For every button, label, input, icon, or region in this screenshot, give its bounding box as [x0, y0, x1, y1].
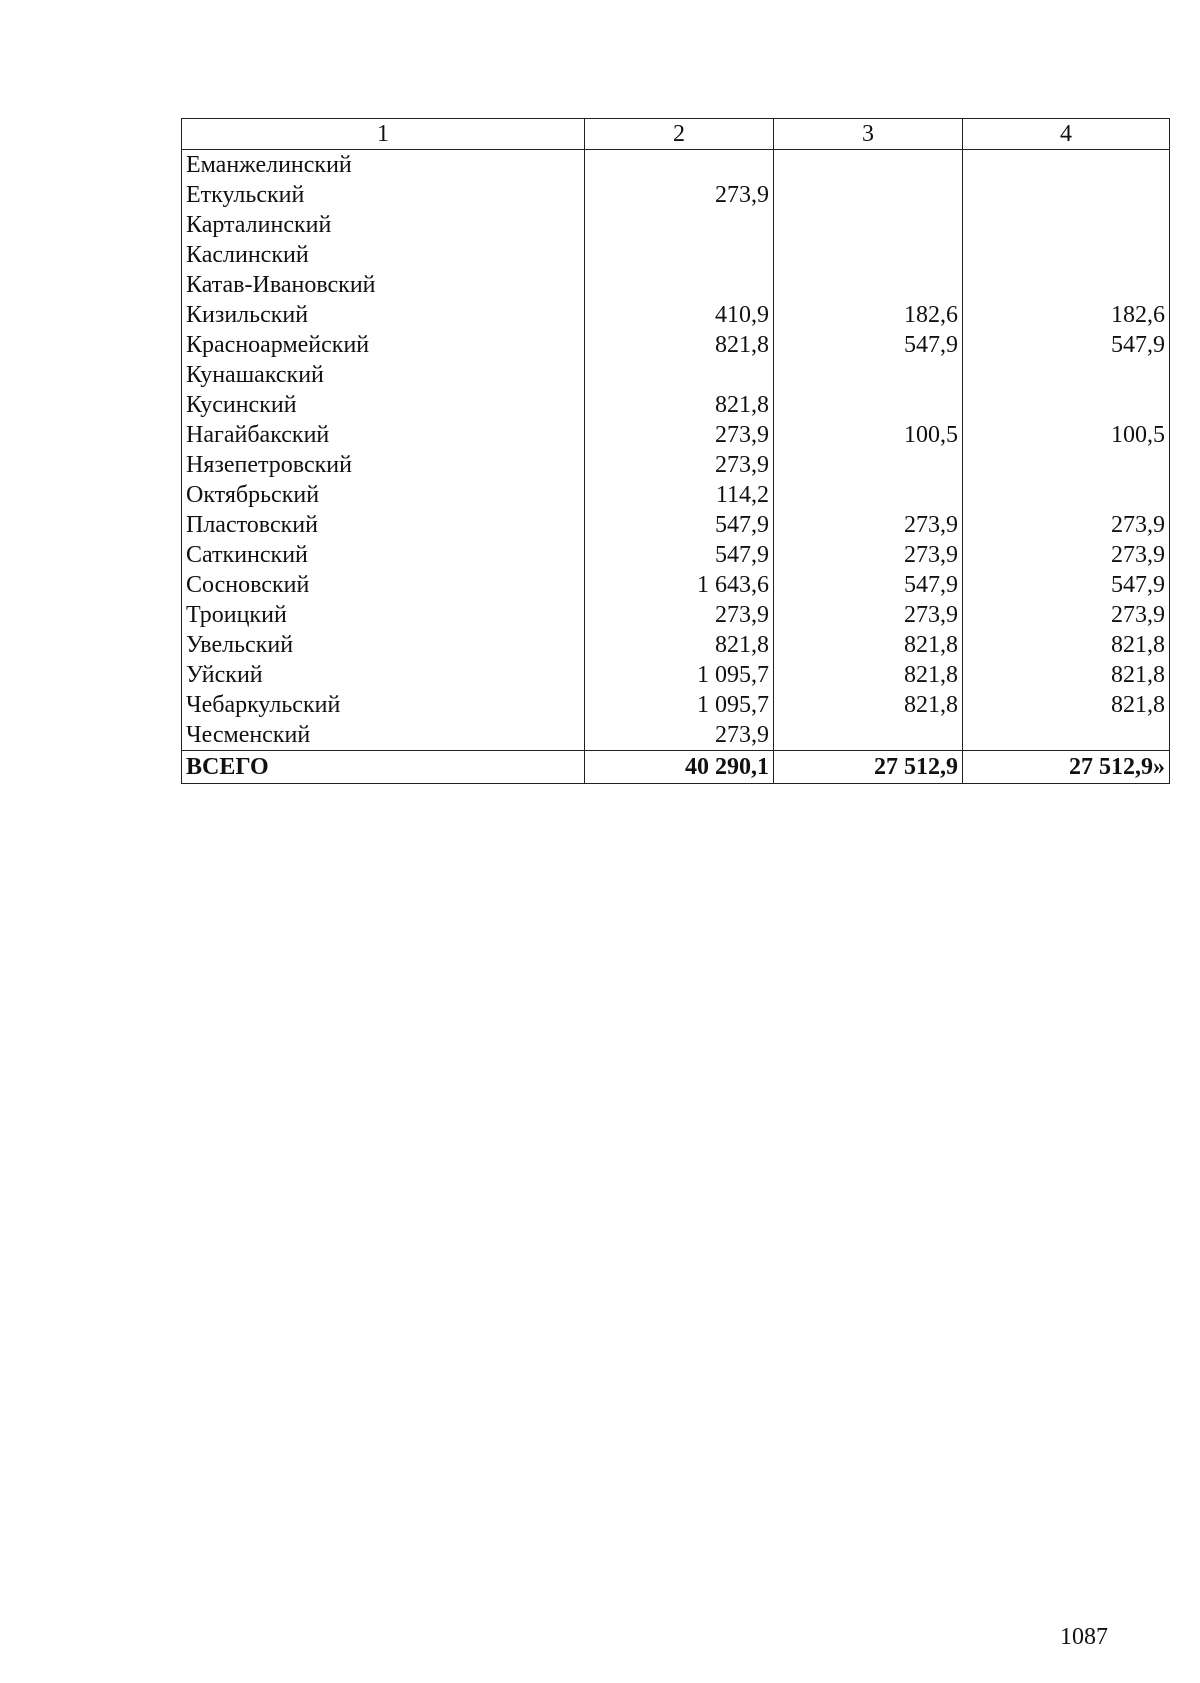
header-cell-4: 4	[963, 119, 1170, 150]
value-cell-2	[585, 240, 774, 270]
value-cell-2: 273,9	[585, 420, 774, 450]
header-cell-2: 2	[585, 119, 774, 150]
region-name-cell: Еткульский	[182, 180, 585, 210]
value-cell-2	[585, 210, 774, 240]
table-row	[182, 630, 1170, 660]
value-cell-2	[585, 150, 774, 181]
value-cell-4	[963, 720, 1170, 751]
data-table	[181, 118, 1170, 784]
table-row	[182, 360, 1170, 390]
value-cell-2: 821,8	[585, 390, 774, 420]
value-cell-4	[963, 180, 1170, 210]
region-name-cell: Еманжелинский	[182, 150, 585, 181]
value-cell-4	[963, 390, 1170, 420]
table-row	[182, 450, 1170, 480]
table-row	[182, 150, 1170, 181]
value-cell-3	[774, 390, 963, 420]
value-cell-3: 821,8	[774, 690, 963, 720]
value-cell-3	[774, 480, 963, 510]
value-cell-4	[963, 450, 1170, 480]
value-cell-3: 100,5	[774, 420, 963, 450]
value-cell-2: 1 095,7	[585, 690, 774, 720]
region-name-cell: Кунашакский	[182, 360, 585, 390]
region-name-cell: Кизильский	[182, 300, 585, 330]
total-c3: 27 512,9	[774, 751, 963, 784]
value-cell-2: 273,9	[585, 180, 774, 210]
table-row	[182, 300, 1170, 330]
region-name-cell: Уйский	[182, 660, 585, 690]
value-cell-4	[963, 360, 1170, 390]
value-cell-3: 547,9	[774, 330, 963, 360]
value-cell-4	[963, 210, 1170, 240]
value-cell-4: 273,9	[963, 600, 1170, 630]
value-cell-3	[774, 720, 963, 751]
value-cell-2	[585, 270, 774, 300]
value-cell-4	[963, 240, 1170, 270]
region-name-cell: Катав-Ивановский	[182, 270, 585, 300]
value-cell-3	[774, 240, 963, 270]
table-row	[182, 540, 1170, 570]
value-cell-3	[774, 210, 963, 240]
region-name-cell: Каслинский	[182, 240, 585, 270]
total-label: ВСЕГО	[182, 751, 585, 784]
value-cell-3	[774, 270, 963, 300]
value-cell-3	[774, 450, 963, 480]
table-row	[182, 600, 1170, 630]
value-cell-4: 182,6	[963, 300, 1170, 330]
value-cell-4: 821,8	[963, 690, 1170, 720]
table-row	[182, 510, 1170, 540]
value-cell-2: 273,9	[585, 600, 774, 630]
header-row	[182, 119, 1170, 150]
value-cell-2: 114,2	[585, 480, 774, 510]
table-row	[182, 270, 1170, 300]
region-name-cell: Кусинский	[182, 390, 585, 420]
table-row	[182, 180, 1170, 210]
value-cell-3: 821,8	[774, 660, 963, 690]
header-cell-1: 1	[182, 119, 585, 150]
value-cell-4: 547,9	[963, 570, 1170, 600]
value-cell-4: 821,8	[963, 660, 1170, 690]
region-name-cell: Нязепетровский	[182, 450, 585, 480]
region-name-cell: Чесменский	[182, 720, 585, 751]
value-cell-2	[585, 360, 774, 390]
region-name-cell: Октябрьский	[182, 480, 585, 510]
region-name-cell: Сосновский	[182, 570, 585, 600]
table-row	[182, 720, 1170, 751]
value-cell-3: 821,8	[774, 630, 963, 660]
table-row	[182, 330, 1170, 360]
region-name-cell: Нагайбакский	[182, 420, 585, 450]
table-row	[182, 660, 1170, 690]
region-name-cell: Саткинский	[182, 540, 585, 570]
region-name-cell: Пластовский	[182, 510, 585, 540]
value-cell-4: 821,8	[963, 630, 1170, 660]
table-body	[182, 150, 1170, 751]
region-name-cell: Увельский	[182, 630, 585, 660]
value-cell-4	[963, 150, 1170, 181]
value-cell-4	[963, 480, 1170, 510]
value-cell-3	[774, 150, 963, 181]
table-row	[182, 210, 1170, 240]
value-cell-4: 547,9	[963, 330, 1170, 360]
table-header	[182, 119, 1170, 150]
page-number: 1087	[1060, 1624, 1108, 1650]
value-cell-4: 273,9	[963, 510, 1170, 540]
region-name-cell: Карталинский	[182, 210, 585, 240]
total-c2: 40 290,1	[585, 751, 774, 784]
table-row	[182, 480, 1170, 510]
value-cell-2: 547,9	[585, 540, 774, 570]
value-cell-2: 547,9	[585, 510, 774, 540]
region-name-cell: Чебаркульский	[182, 690, 585, 720]
total-row	[182, 751, 1170, 784]
value-cell-2: 821,8	[585, 330, 774, 360]
region-name-cell: Троицкий	[182, 600, 585, 630]
table-row	[182, 690, 1170, 720]
value-cell-2: 410,9	[585, 300, 774, 330]
value-cell-4	[963, 270, 1170, 300]
table-row	[182, 240, 1170, 270]
region-name-cell: Красноармейский	[182, 330, 585, 360]
table-footer	[182, 751, 1170, 784]
total-c4: 27 512,9»	[963, 751, 1170, 784]
value-cell-3: 182,6	[774, 300, 963, 330]
value-cell-3: 273,9	[774, 540, 963, 570]
table-row	[182, 570, 1170, 600]
value-cell-2: 1 095,7	[585, 660, 774, 690]
value-cell-4: 100,5	[963, 420, 1170, 450]
value-cell-2: 821,8	[585, 630, 774, 660]
header-cell-3: 3	[774, 119, 963, 150]
value-cell-2: 273,9	[585, 450, 774, 480]
value-cell-3: 273,9	[774, 510, 963, 540]
value-cell-4: 273,9	[963, 540, 1170, 570]
value-cell-3	[774, 180, 963, 210]
value-cell-3	[774, 360, 963, 390]
value-cell-2: 1 643,6	[585, 570, 774, 600]
table-row	[182, 390, 1170, 420]
table-row	[182, 420, 1170, 450]
value-cell-3: 547,9	[774, 570, 963, 600]
value-cell-2: 273,9	[585, 720, 774, 751]
value-cell-3: 273,9	[774, 600, 963, 630]
